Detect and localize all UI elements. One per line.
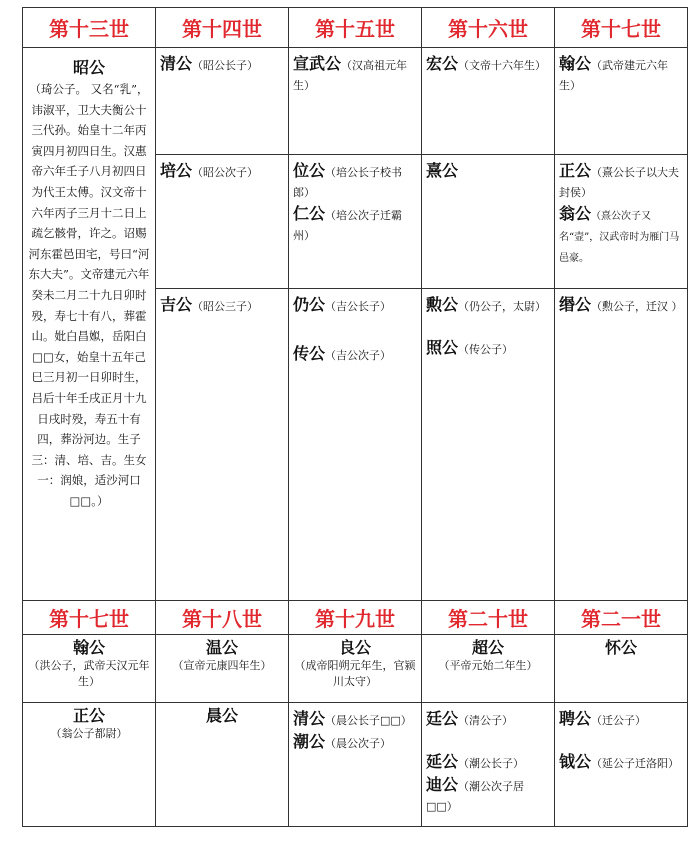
person-name: 廷公 [426, 709, 459, 728]
gen15-qing-cell [289, 48, 422, 155]
header2-gen17: 第十七世 [23, 601, 156, 635]
lower-row-2 [23, 703, 688, 827]
person-note: （吉公次子） [325, 349, 392, 362]
lower2-gen20-cell [422, 703, 555, 827]
person-name: 仁公 [293, 204, 326, 223]
person-name: 位公 [293, 161, 326, 180]
person-name: 晨公 [205, 706, 238, 725]
person-note: （平帝元始二年生） [438, 659, 538, 672]
person-name: 聘公 [559, 709, 592, 728]
person-note: （勲公子，迁汉 ） [591, 300, 683, 313]
person-note: （晨公次子） [325, 737, 392, 750]
lower-row-1 [23, 635, 688, 703]
person-name: 仍公 [293, 295, 326, 314]
person-note: （吉公长子） [325, 300, 392, 313]
person-name: 超公 [471, 638, 504, 657]
header-gen16: 第十六世 [422, 8, 555, 48]
header2-gen19: 第十九世 [289, 601, 422, 635]
person-note: （汉高祖元年生） [293, 59, 408, 92]
header-gen14: 第十四世 [156, 8, 289, 48]
person-name: 勲公 [426, 295, 459, 314]
person-name: 延公 [426, 752, 459, 771]
person-note: （仍公子，太尉） [458, 300, 547, 313]
person-note: （传公子） [458, 343, 514, 356]
person-note: （潮公长子） [458, 757, 525, 770]
person-name: 宏公 [426, 54, 459, 73]
person-note: （翁公子都尉） [50, 727, 128, 740]
person-name: 培公 [160, 161, 193, 180]
person-note: （武帝建元六年生） [559, 59, 669, 92]
header-row-2 [23, 601, 688, 635]
person-name: 正公 [72, 706, 105, 725]
header-row-1 [23, 8, 688, 48]
person-name: 熹公 [426, 161, 459, 180]
header2-gen20: 第二十世 [422, 601, 555, 635]
gen14-qing-cell [156, 48, 289, 155]
header-gen15: 第十五世 [289, 8, 422, 48]
gen15-pei-cell [289, 155, 422, 289]
person-note: （洪公子，武帝天汉元年生） [28, 659, 150, 688]
person-name: 怀公 [604, 638, 637, 657]
gen13-name: 昭公 [72, 58, 105, 77]
header-gen13: 第十三世 [23, 8, 156, 48]
lower1-gen17-cell [23, 635, 156, 703]
person-name: 翁公 [559, 204, 592, 223]
lower2-gen21-cell [555, 703, 688, 827]
gen16-ji-cell [422, 289, 555, 601]
gen13-bio: （琦公子。 又名“乳”，讳淑平，卫大夫衡公十三代孙。始皇十二年丙寅四月初四日生。汉惠帝六年壬子八月初四日为代王太傅。汉文帝十六年丙子三月十二日上疏乞骸骨，许之。诏赐河东霍邑田宅，号曰“河东大夫”。文帝建元六年癸未二月二十九日卯时殁，寿七十有八，葬霍山。妣白昌娰，岳阳白□□女，始皇十五年己巳三月初一日卯时生，吕后十年壬戌正月十九日戌时殁，寿五十有四，葬汾河边。生子三：清、培、吉。生女一：润娘，适沙河口□□。） [28, 82, 150, 508]
gen14-pei-cell [156, 155, 289, 289]
person-note: （培公长子校书郎） [293, 166, 403, 199]
header2-gen21: 第二一世 [555, 601, 688, 635]
header-gen17: 第十七世 [555, 8, 688, 48]
genealogy-table [22, 7, 688, 827]
person-note: （清公子） [458, 714, 514, 727]
gen17-qing-cell [555, 48, 688, 155]
person-name: 宣武公 [293, 54, 342, 73]
person-note: （熹公次子又名“壸”，汉武帝时为雁门马邑豪。 [559, 211, 680, 264]
lower1-gen20-cell [422, 635, 555, 703]
person-note: （昭公长子） [192, 59, 259, 72]
person-note: （熹公长子以大夫封侯） [559, 166, 680, 199]
gen14-ji-cell [156, 289, 289, 601]
lower1-gen19-cell [289, 635, 422, 703]
person-name: 缗公 [559, 295, 592, 314]
header2-gen18: 第十八世 [156, 601, 289, 635]
lower2-gen18-cell [156, 703, 289, 827]
person-name: 清公 [160, 54, 193, 73]
person-name: 钺公 [559, 752, 592, 771]
person-note: （成帝阳朔元年生，官颍川太守） [294, 659, 416, 688]
person-note: （迁公子） [591, 714, 647, 727]
branch-row-qing [23, 48, 688, 155]
person-name: 温公 [205, 638, 238, 657]
person-note: （昭公次子） [192, 166, 259, 179]
person-note: （宣帝元康四年生） [172, 659, 272, 672]
person-name: 传公 [293, 344, 326, 363]
lower1-gen18-cell [156, 635, 289, 703]
person-name: 吉公 [160, 295, 193, 314]
person-note: （文帝十六年生） [458, 59, 547, 72]
person-note: （延公子迁洛阳） [591, 757, 680, 770]
gen16-pei-cell [422, 155, 555, 289]
person-name: 正公 [559, 161, 592, 180]
lower2-gen19-cell [289, 703, 422, 827]
person-name: 迪公 [426, 775, 459, 794]
person-name: 翰公 [72, 638, 105, 657]
person-name: 良公 [338, 638, 371, 657]
person-name: 潮公 [293, 732, 326, 751]
person-name: 照公 [426, 338, 459, 357]
gen17-ji-cell [555, 289, 688, 601]
person-name: 翰公 [559, 54, 592, 73]
lower2-gen17-cell [23, 703, 156, 827]
person-note: （昭公三子） [192, 300, 259, 313]
person-note: （培公次子迁霸州） [293, 209, 403, 242]
gen16-qing-cell [422, 48, 555, 155]
gen13-cell [23, 48, 156, 601]
person-note: （潮公次子居□□） [426, 780, 525, 813]
person-name: 清公 [293, 709, 326, 728]
gen17-pei-cell [555, 155, 688, 289]
person-note: （晨公长子□□） [325, 714, 412, 727]
lower1-gen21-cell [555, 635, 688, 703]
gen15-ji-cell [289, 289, 422, 601]
